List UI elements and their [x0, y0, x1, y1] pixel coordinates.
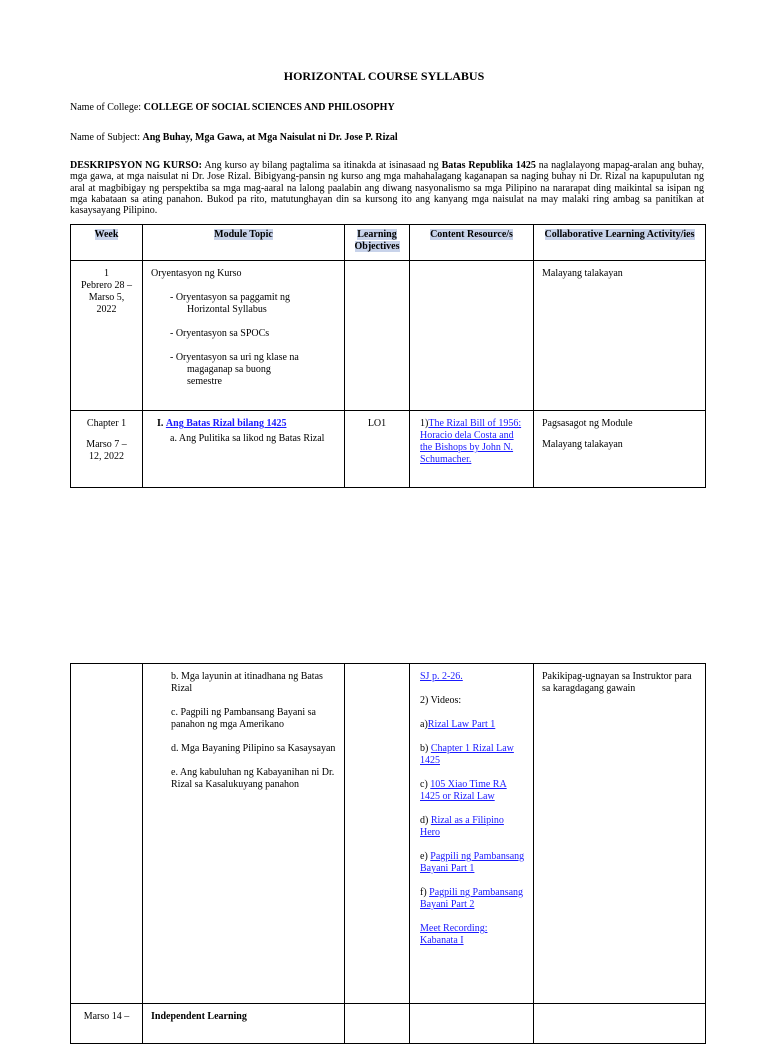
- video-link[interactable]: Rizal Law Part 1: [427, 719, 496, 730]
- video-link[interactable]: 105 Xiao Time RA 1425 or Rizal Law: [420, 779, 507, 802]
- week-number: Chapter 1: [86, 418, 127, 429]
- subject-value: Ang Buhay, Mga Gawa, at Mga Naisulat ni Dr. Jose P. Rizal: [142, 132, 398, 143]
- video-item: e) Pagpili ng Pambansang Bayani Part 1: [420, 851, 525, 874]
- video-item: f) Pagpili ng Pambansang Bayani Part 2: [420, 887, 524, 910]
- video-link[interactable]: Pagpili ng Pambansang Bayani Part 2: [420, 887, 524, 910]
- module-item: - Oryentasyon sa SPOCs: [170, 328, 270, 339]
- week-cell: [71, 664, 143, 1004]
- week-cell: [71, 261, 143, 411]
- module-title-link[interactable]: Ang Batas Rizal bilang 1425: [165, 418, 287, 429]
- module-item: e. Ang kabuluhan ng Kabayanihan ni Dr. Rizal sa Kasalukuyang panahon: [171, 767, 335, 790]
- video-link[interactable]: Chapter 1 Rizal Law 1425: [420, 743, 514, 766]
- table-header-row: [71, 225, 706, 261]
- description-label: DESKRIPSYON NG KURSO:: [70, 160, 203, 171]
- college-label: Name of College:: [70, 102, 142, 113]
- video-item: c) 105 Xiao Time RA 1425 or Rizal Law: [420, 779, 507, 802]
- objectives-cell: LO1: [345, 411, 410, 488]
- module-item: d. Mga Bayaning Pilipino sa Kasaysayan: [171, 743, 336, 754]
- module-item: c. Pagpili ng Pambansang Bayani sa panahon ng mga Amerikano: [171, 707, 316, 730]
- video-link[interactable]: Rizal as a Filipino Hero: [420, 815, 504, 838]
- header-collaborative-activities: Collaborative Learning Activity/ies: [534, 225, 706, 261]
- module-topic-cell: [143, 664, 345, 1004]
- week-dates: Pebrero 28 – Marso 5, 2022: [80, 280, 133, 315]
- video-item: b) Chapter 1 Rizal Law 1425: [420, 743, 514, 766]
- module-item: - Oryentasyon sa paggamit ng: [170, 292, 290, 303]
- module-title: Independent Learning: [151, 1011, 247, 1022]
- header-content-resources: Content Resource/s: [410, 225, 534, 261]
- week-dates: Marso 14 –: [83, 1011, 130, 1022]
- content-cell: [410, 411, 534, 488]
- module-item: b. Mga layunin at itinadhana ng Batas Rizal: [171, 671, 323, 694]
- table-row: [71, 664, 706, 1004]
- sj-link[interactable]: SJ p. 2-26.: [420, 671, 463, 682]
- syllabus-table-page-2: [70, 663, 706, 1044]
- activity-item: Malayang talakayan: [542, 439, 623, 450]
- header-learning-objectives: Learning Objectives: [345, 225, 410, 261]
- subject-line: [70, 132, 398, 143]
- activity-item: Pagsasagot ng Module: [542, 418, 633, 429]
- activity-cell: Pakikipag-ugnayan sa Instruktor para sa karagdagang gawain: [534, 664, 706, 1004]
- week-cell: [71, 411, 143, 488]
- description-text-1: Ang kurso ay bilang pagtalima sa itinakda at isinasaad ng: [204, 160, 439, 171]
- week-dates: Marso 7 – 12, 2022: [86, 439, 127, 462]
- meet-recording-link[interactable]: Meet Recording: Kabanata I: [420, 923, 488, 946]
- objectives-cell: [345, 664, 410, 1004]
- module-number: I.: [157, 418, 164, 429]
- module-item: a. Ang Pulitika sa likod ng Batas Rizal: [170, 433, 325, 444]
- content-cell: [410, 261, 534, 411]
- video-item: d) Rizal as a Filipino Hero: [420, 815, 504, 838]
- objectives-cell: [345, 261, 410, 411]
- content-cell: [410, 664, 534, 1004]
- header-module-topic: Module Topic: [143, 225, 345, 261]
- module-topic-cell: [143, 411, 345, 488]
- module-item: magaganap sa buong: [187, 364, 271, 375]
- subject-label: Name of Subject:: [70, 132, 140, 143]
- rizal-bill-link[interactable]: The Rizal Bill of 1956: Horacio dela Costa and the Bishops by John N. Schumacher.: [420, 418, 522, 465]
- course-description: [70, 160, 704, 216]
- table-row: [71, 261, 706, 411]
- header-week: Week: [71, 225, 143, 261]
- syllabus-table-page-1: [70, 224, 706, 488]
- activity-cell: Malayang talakayan: [534, 261, 706, 411]
- module-item: Horizontal Syllabus: [187, 304, 267, 315]
- video-link[interactable]: Pagpili ng Pambansang Bayani Part 1: [420, 851, 525, 874]
- module-title: Oryentasyon ng Kurso: [151, 268, 242, 279]
- video-item: a)Rizal Law Part 1: [420, 719, 496, 730]
- content-number: 1): [420, 418, 429, 429]
- college-line: [70, 102, 395, 113]
- college-value: COLLEGE OF SOCIAL SCIENCES AND PHILOSOPHY: [143, 102, 395, 113]
- module-topic-cell: [143, 261, 345, 411]
- module-item: - Oryentasyon sa uri ng klase na: [170, 352, 299, 363]
- module-item: semestre: [187, 376, 222, 387]
- description-law: Batas Republika 1425: [441, 160, 536, 171]
- activity-cell: [534, 411, 706, 488]
- table-row: [71, 411, 706, 488]
- document-title: HORIZONTAL COURSE SYLLABUS: [283, 69, 485, 83]
- week-number: 1: [104, 268, 109, 279]
- description-text-2: na naglalayong mapag-aralan ang buhay, mga gawa, at mga naisulat ni Dr. Jose Rizal. Bibigyang-pansin ng kurso ang mga mahahalagang kaganapan sa naging buhay ni Dr. Rizal na kapupulutan ng aral at magbibigay ng perspektiba sa mga mag-aaral na lalong paalabin ang diwang nasyonalismo sa mga Pilipino na nararapat ding maikintal sa isipan ng mga kabataan sa ating panahon. Bukod pa rito, matutunghayan din sa kursong ito ang kanyang mga naisulat na may malaki ring ambag sa panitikan at kasaysayang Pilipino.: [70, 160, 705, 217]
- videos-label: 2) Videos:: [420, 695, 462, 706]
